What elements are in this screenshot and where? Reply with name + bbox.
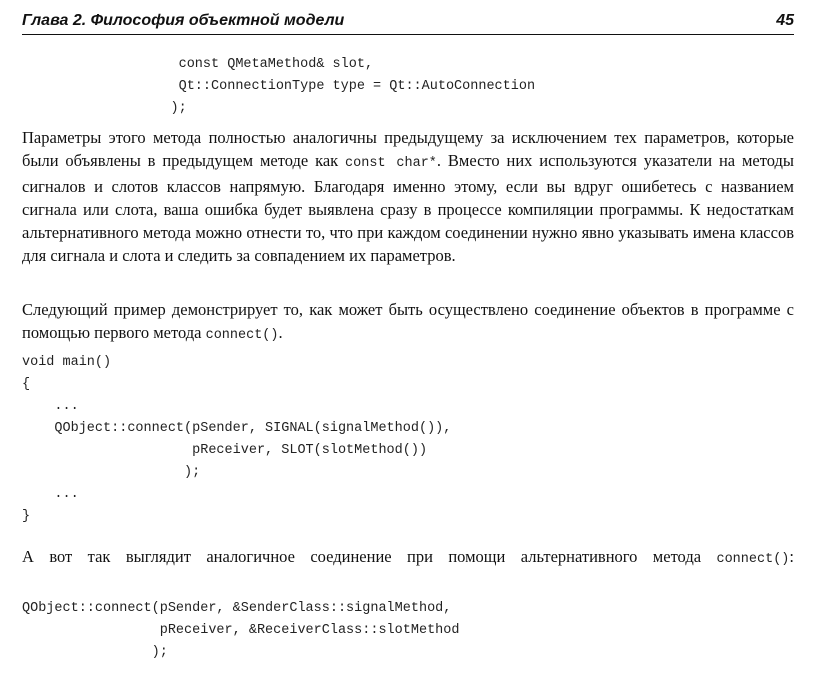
paragraph-text: Параметры этого метода полностью аналогичны предыдущему за исключением тех параметров, которые были объявлены в предыдущем методе как <box>22 128 794 170</box>
code-block-alternative-example: QObject::connect(pSender, &SenderClass::signalMethod, pReceiver, &ReceiverClass::slotMethod ); <box>22 601 460 660</box>
inline-code: const char* <box>345 156 437 171</box>
paragraph-alternative-intro <box>22 545 794 571</box>
code-block-connect-example: void main() { ... QObject::connect(pSender, SIGNAL(signalMethod()), pReceiver, SLOT(slotMethod()) ); ... } <box>22 355 452 524</box>
chapter-title: Глава 2. Философия объектной модели <box>22 12 345 29</box>
header-rule <box>22 34 794 35</box>
paragraph-alternative-method <box>22 126 794 267</box>
page-header <box>22 10 794 36</box>
page-number: 45 <box>776 12 794 29</box>
paragraph-text: А вот так выглядит аналогичное соединение при помощи альтернативного метода <box>22 547 717 566</box>
paragraph-example-intro <box>22 298 794 347</box>
code-block-signature-tail: const QMetaMethod& slot, Qt::ConnectionType type = Qt::AutoConnection ); <box>170 57 536 116</box>
paragraph-text: . <box>278 323 283 342</box>
inline-code: connect() <box>716 552 790 567</box>
paragraph-text: Следующий пример демонстрирует то, как может быть осуществлено соединение объектов в программе с помощью первого метода <box>22 300 794 342</box>
paragraph-text: . Вместо них используются указатели на методы сигналов и слотов классов напрямую. Благодаря именно этому, если вы вдруг ошибетесь с названием сигнала или слота, ваша ошибка будет выявлена сразу в процессе компиляции программы. К недостаткам альтернативного метода можно отнести то, что при каждом соединении нужно явно указывать имена классов для сигнала и слота и следить за совпадением их параметров. <box>22 151 794 265</box>
inline-code: connect() <box>205 328 279 343</box>
paragraph-text: : <box>789 547 794 566</box>
